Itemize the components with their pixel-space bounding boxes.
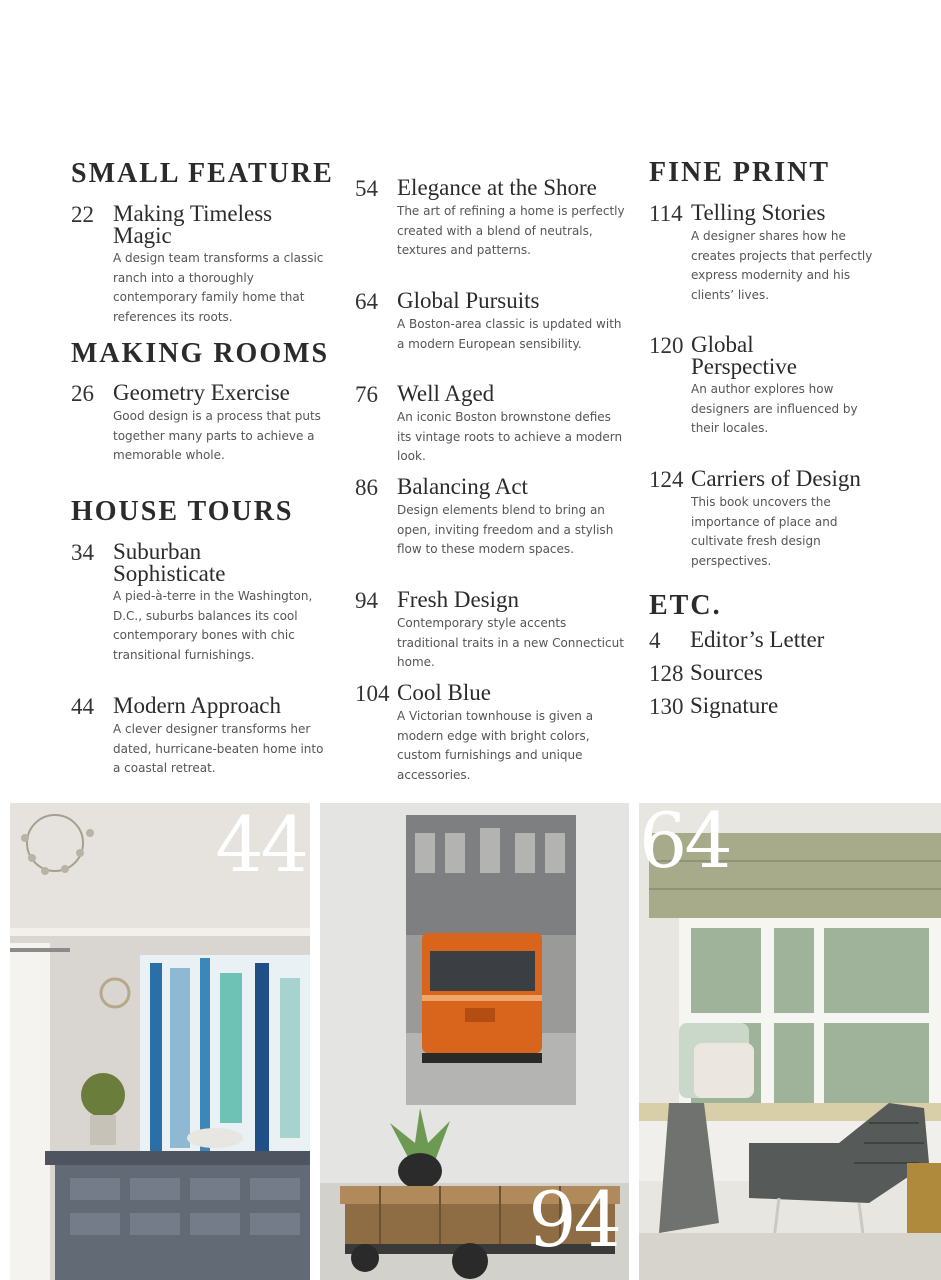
- toc-entry[interactable]: [649, 629, 879, 652]
- article-title: Fresh Design: [397, 587, 520, 612]
- page-number: 26: [71, 381, 94, 406]
- article-description: A designer shares how he creates projects that perfectly express modernity and his clients’ lives.: [691, 229, 873, 302]
- article-title: Elegance at the Shore: [397, 175, 597, 200]
- article-title: Modern Approach: [113, 693, 281, 718]
- toc-entry[interactable]: [355, 589, 625, 673]
- photo-page-number: 94: [528, 1175, 619, 1264]
- etc-list: [649, 629, 879, 728]
- article-description: Contemporary style accents traditional traits in a new Connecticut home.: [397, 616, 624, 669]
- article-title: Signature: [690, 693, 779, 718]
- section-title: FINE PRINT: [649, 157, 831, 188]
- photo-fresh-design[interactable]: [320, 803, 629, 1280]
- article-title: Global Perspective: [691, 332, 798, 379]
- toc-entry[interactable]: [71, 541, 333, 665]
- article-title: Sources: [690, 660, 763, 685]
- article-title: Balancing Act: [397, 474, 528, 499]
- article-title: Carriers of Design: [691, 466, 861, 491]
- section-title: MAKING ROOMS: [71, 338, 330, 369]
- toc-entry[interactable]: [71, 382, 333, 466]
- article-description: Design elements blend to bring an open, inviting freedom and a stylish flow to these modern spaces.: [397, 503, 614, 556]
- article-title: Geometry Exercise: [113, 380, 290, 405]
- article-description: This book uncovers the importance of place and cultivate fresh design perspectives.: [691, 495, 838, 568]
- page-number: 34: [71, 540, 94, 565]
- article-title: Making Timeless Magic: [113, 201, 273, 248]
- toc-entry[interactable]: [649, 334, 879, 439]
- section-fine-print: [649, 157, 879, 189]
- section-title: ETC.: [649, 590, 722, 621]
- toc-entry[interactable]: [649, 662, 879, 685]
- toc-entry[interactable]: [355, 476, 625, 560]
- toc-entry[interactable]: [649, 202, 879, 305]
- article-title: Editor’s Letter: [690, 627, 825, 652]
- page-number: 86: [355, 475, 378, 500]
- article-title: Well Aged: [397, 381, 495, 406]
- section-title: SMALL FEATURE: [71, 158, 334, 189]
- article-title: Global Pursuits: [397, 288, 540, 313]
- toc-entry[interactable]: [649, 468, 879, 571]
- article-description: A Boston-area classic is updated with a modern European sensibility.: [397, 317, 622, 351]
- article-description: A clever designer transforms her dated, hurricane-beaten home into a coastal retreat.: [113, 722, 324, 775]
- toc-entry[interactable]: [355, 177, 625, 261]
- page-number: 76: [355, 382, 378, 407]
- toc-entry[interactable]: [649, 695, 879, 718]
- page-number: 120: [649, 333, 684, 358]
- photo-modern-approach[interactable]: [10, 803, 310, 1280]
- page-number: 44: [71, 694, 94, 719]
- photo-page-number: 44: [215, 803, 306, 889]
- page-number: 64: [355, 289, 378, 314]
- article-description: The art of refining a home is perfectly created with a blend of neutrals, textures and patterns.: [397, 204, 625, 257]
- section-house-tours: [71, 496, 333, 528]
- toc-entry[interactable]: [355, 682, 625, 785]
- article-description: An iconic Boston brownstone defies its vintage roots to achieve a modern look.: [397, 410, 623, 463]
- toc-entry[interactable]: [355, 290, 625, 354]
- page-number: 128: [649, 661, 684, 686]
- article-title: Suburban Sophisticate: [113, 539, 226, 586]
- article-description: A pied-à-terre in the Washington, D.C., suburbs balances its cool contemporary bones with chic transitional furnishings.: [113, 589, 313, 662]
- toc-entry[interactable]: [71, 695, 333, 779]
- article-description: A Victorian townhouse is given a modern edge with bright colors, custom furnishings and unique accessories.: [397, 709, 594, 782]
- section-small-feature: [71, 158, 333, 190]
- page-number: 130: [649, 694, 684, 719]
- article-description: An author explores how designers are influenced by their locales.: [691, 382, 858, 435]
- article-description: A design team transforms a classic ranch into a thoroughly contemporary family home that references its roots.: [113, 251, 324, 324]
- page-number: 94: [355, 588, 378, 613]
- section-title: HOUSE TOURS: [71, 496, 294, 527]
- page-number: 4: [649, 628, 661, 653]
- article-title: Telling Stories: [691, 200, 826, 225]
- page-number: 104: [355, 681, 390, 706]
- page-number: 22: [71, 202, 94, 227]
- page-number: 124: [649, 467, 684, 492]
- toc-entry[interactable]: [71, 203, 333, 327]
- article-description: Good design is a process that puts together many parts to achieve a memorable whole.: [113, 409, 321, 462]
- section-etc: [649, 590, 879, 622]
- section-making-rooms: [71, 338, 333, 370]
- article-title: Cool Blue: [397, 680, 491, 705]
- toc-entry[interactable]: [355, 383, 625, 467]
- page-number: 114: [649, 201, 683, 226]
- photo-page-number: 64: [639, 803, 730, 885]
- photo-global-pursuits[interactable]: [639, 803, 941, 1280]
- page-number: 54: [355, 176, 378, 201]
